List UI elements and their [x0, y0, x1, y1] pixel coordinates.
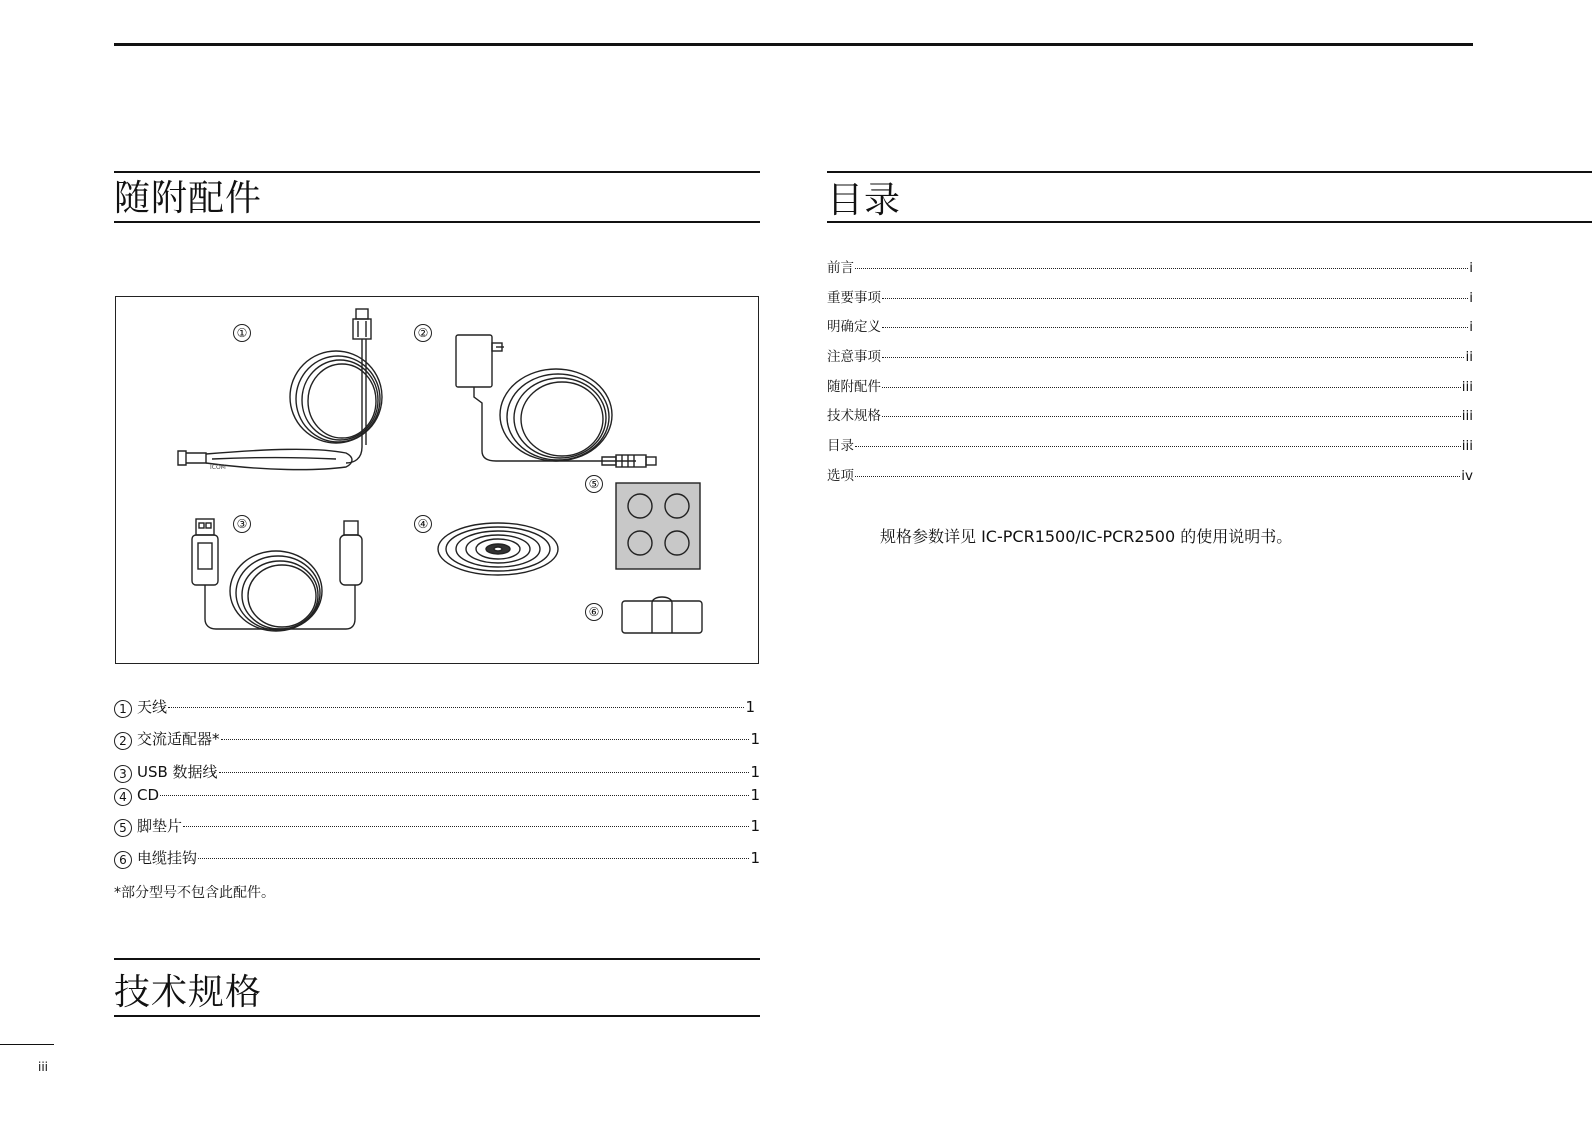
item-number: 3 [114, 765, 132, 783]
figure-label-2: ② [414, 324, 432, 342]
dot-leader [882, 387, 1461, 388]
toc-page: i [1469, 319, 1473, 336]
item-number: 4 [114, 788, 132, 806]
figure-label-4: ④ [414, 515, 432, 533]
dot-leader [882, 327, 1468, 328]
toc-entry[interactable] [827, 286, 1473, 316]
page-number-rule [0, 1044, 54, 1045]
item-qty: 1 [750, 730, 760, 748]
list-item [114, 786, 760, 805]
dot-leader [855, 476, 1460, 477]
dot-leader [882, 298, 1468, 299]
item-name: 电缆挂钩 [137, 849, 198, 867]
footnote: *部分型号不包含此配件。 [114, 885, 275, 901]
toc-label: 明确定义 [827, 319, 881, 336]
toc-page: i [1469, 289, 1473, 306]
item-number: 5 [114, 819, 132, 837]
list-item [114, 815, 760, 836]
spec-reference-note: 规格参数详见 IC-PCR1500/IC-PCR2500 的使用说明书。 [880, 527, 1293, 546]
item-qty: 1 [750, 849, 760, 867]
toc-page: i [1469, 260, 1473, 276]
toc-label: 技术规格 [827, 408, 881, 425]
toc-entry[interactable] [827, 256, 1473, 286]
rubber-feet-illustration [616, 483, 700, 569]
cd-illustration [438, 523, 558, 575]
usb-cable-illustration [192, 519, 362, 631]
toc-entry[interactable] [827, 375, 1473, 405]
dot-leader [160, 795, 749, 796]
accessories-heading: 随附配件 [114, 178, 263, 219]
item-name: USB 数据线 [137, 763, 218, 781]
list-item [114, 761, 760, 782]
accessories-figure [115, 296, 759, 664]
list-item [114, 847, 760, 868]
item-name: 脚垫片 [137, 817, 183, 835]
top-rule [114, 43, 1473, 46]
item-number: 2 [114, 732, 132, 750]
item-number: 1 [114, 700, 132, 718]
page-number: iii [38, 1060, 49, 1074]
antenna-logo: ICOM [210, 464, 226, 471]
toc-top-rule [827, 171, 1592, 173]
dot-leader [221, 739, 750, 740]
dot-leader [855, 268, 1468, 269]
toc-entry[interactable] [827, 404, 1473, 434]
toc-label: 选项 [827, 467, 854, 484]
item-qty: 1 [745, 698, 755, 716]
list-item [114, 696, 760, 717]
list-item [114, 728, 760, 749]
figure-label-3: ③ [233, 515, 251, 533]
dot-leader [183, 826, 749, 827]
toc-page: iv [1461, 467, 1473, 484]
toc-heading: 目录 [827, 180, 902, 221]
antenna-illustration [178, 309, 382, 470]
table-of-contents [827, 256, 1473, 494]
toc-label: 目录 [827, 438, 854, 455]
figure-label-5: ⑤ [585, 475, 603, 493]
item-qty: 1 [750, 817, 760, 835]
toc-entry[interactable] [827, 315, 1473, 345]
item-name: CD [137, 786, 160, 804]
specs-bottom-rule [114, 1015, 760, 1017]
ac-adapter-illustration [456, 335, 656, 467]
toc-label: 注意事项 [827, 349, 881, 366]
toc-page: iii [1461, 438, 1473, 455]
specs-top-rule [114, 958, 760, 960]
toc-page: iii [1461, 408, 1473, 425]
dot-leader [198, 858, 749, 859]
item-qty: 1 [750, 763, 760, 781]
toc-label: 前言 [827, 260, 854, 276]
specs-heading: 技术规格 [114, 972, 263, 1013]
toc-label: 随附配件 [827, 378, 881, 395]
item-number: 6 [114, 851, 132, 869]
dot-leader [219, 772, 750, 773]
toc-page: iii [1461, 378, 1473, 395]
accessories-list [114, 690, 760, 900]
accessories-illustration [116, 297, 760, 665]
cable-hook-illustration [622, 597, 702, 633]
dot-leader [168, 707, 744, 708]
dot-leader [882, 416, 1461, 417]
accessories-top-rule [114, 171, 760, 173]
figure-label-1: ① [233, 324, 251, 342]
item-qty: 1 [750, 786, 760, 804]
dot-leader [882, 357, 1464, 358]
toc-entry[interactable] [827, 464, 1473, 494]
toc-entry[interactable] [827, 345, 1473, 375]
toc-label: 重要事项 [827, 289, 881, 306]
dot-leader [855, 446, 1461, 447]
item-name: 天线 [137, 698, 168, 716]
accessories-bottom-rule [114, 221, 760, 223]
toc-entry[interactable] [827, 434, 1473, 464]
item-name: 交流适配器* [137, 730, 220, 748]
toc-page: ii [1465, 349, 1473, 366]
toc-bottom-rule [827, 221, 1592, 223]
figure-label-6: ⑥ [585, 603, 603, 621]
